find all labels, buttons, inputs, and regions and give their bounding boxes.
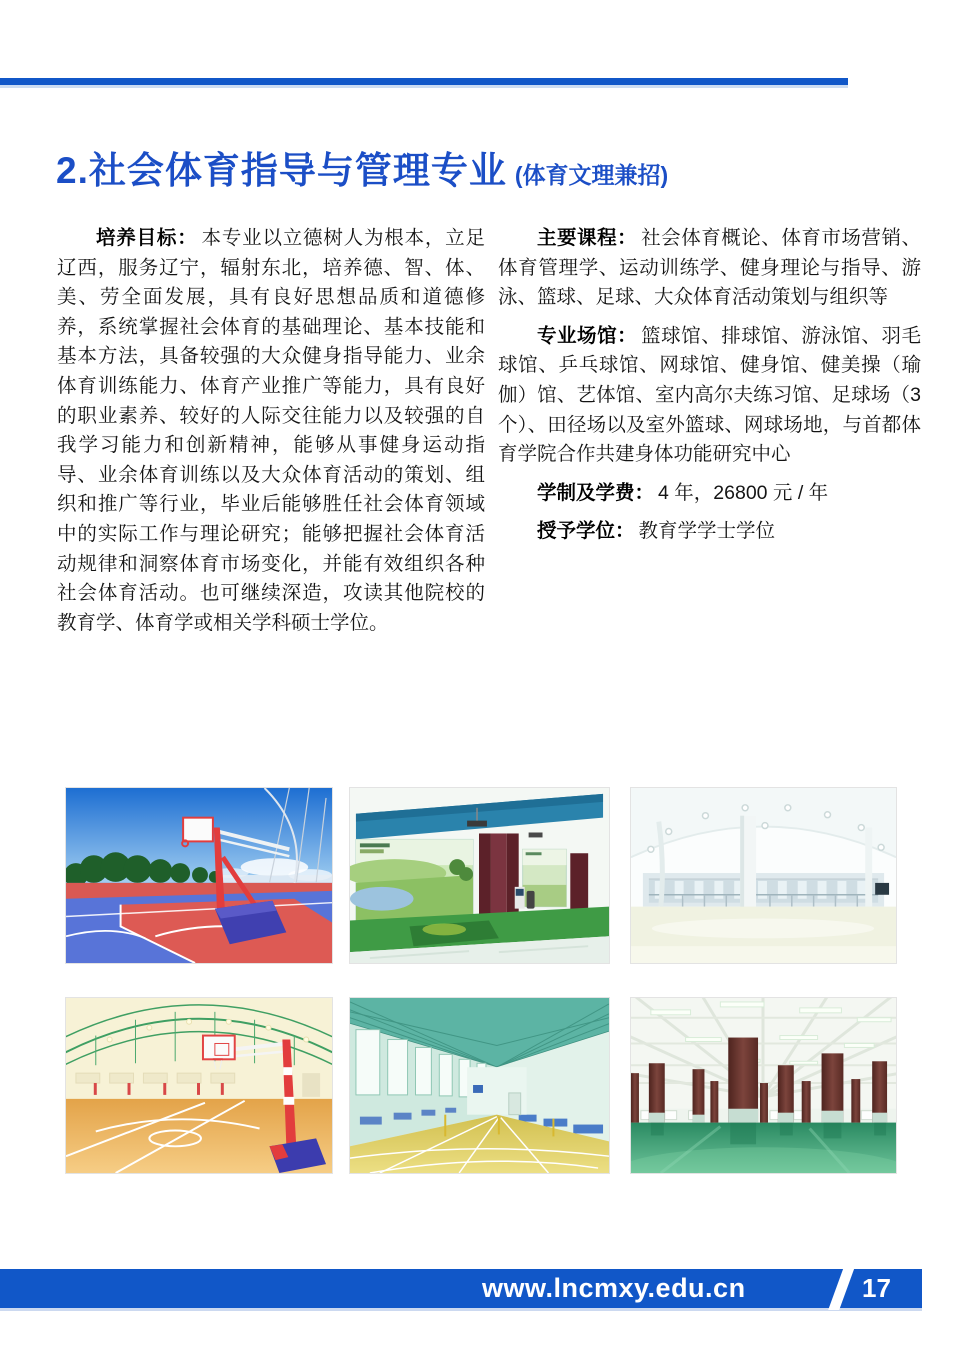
training-objectives-label: 培养目标：	[96, 227, 198, 249]
tuition-label: 学制及学费：	[537, 481, 655, 504]
major-title: 2.社会体育指导与管理专业	[56, 150, 507, 191]
footer-bar	[0, 1269, 922, 1311]
training-objectives-text: 本专业以立德树人为根本，立足辽西，服务辽宁，辐射东北，培养德、智、体、美、劳全面发展，具有良好思想品质和道德修养，系统掌握社会体育的基础理论、基本技能和基本方法，具备较强的大众健身指导能力、业余体育训练能力、体育产业推广等能力，具有良好的职业素养、较好的人际交往能力以及较强的自我学习能力和创新精神，能够从事健身运动指导、业余体育训练以及大众体育活动的策划、组织和推广等行业，毕业后能够胜任社会体育领域中的实际工作与理论研究；能够把握社会体育活动规律和洞察体育市场变化，并能有效组织各种社会体育活动。也可继续深造，攻读其他院校的教育学、体育学或相关学科硕士学位。	[57, 227, 485, 634]
main-courses-label: 主要课程：	[537, 227, 638, 249]
page-title	[56, 140, 936, 194]
main-courses-paragraph	[498, 224, 921, 313]
outdoor-basketball-courts-illustration	[66, 788, 332, 963]
photo-indoor-basketball-court	[65, 997, 333, 1174]
tuition-text: 4 年，26800 元 / 年	[658, 481, 829, 504]
training-objectives-paragraph	[57, 224, 485, 638]
footer-slash	[828, 1267, 855, 1310]
photo-outdoor-basketball-courts	[65, 787, 333, 964]
photo-indoor-golf-practice-hall	[349, 787, 610, 964]
indoor-golf-illustration	[350, 788, 609, 963]
right-column	[498, 224, 921, 638]
photo-dance-studio-hall	[630, 787, 897, 964]
degree-text: 教育学学士学位	[638, 520, 776, 543]
website-url: www.lncmxy.edu.cn	[482, 1273, 746, 1303]
degree-paragraph	[498, 517, 921, 547]
page-number: 17	[862, 1273, 891, 1303]
sports-hall-illustration	[350, 998, 609, 1173]
tuition-paragraph	[498, 479, 921, 509]
dance-studio-illustration	[631, 788, 896, 963]
venues-text: 篮球馆、排球馆、游泳馆、羽毛球馆、乒乓球馆、网球馆、健身馆、健美操（瑜伽）馆、艺体馆、室内高尔夫练习馆、足球场（3 个）、田径场以及室外篮球、网球场地，与首都体育学院合作共建身体功能研究中心	[498, 324, 921, 466]
photo-large-training-hall	[630, 997, 897, 1174]
photo-multi-court-sports-hall	[349, 997, 610, 1174]
top-rule-bar	[0, 78, 848, 88]
indoor-basketball-illustration	[66, 998, 332, 1173]
left-column	[57, 224, 485, 638]
training-hall-illustration	[631, 998, 896, 1173]
main-courses-text: 社会体育概论、体育市场营销、体育管理学、运动训练学、健身理论与指导、游泳、篮球、足球、大众体育活动策划与组织等	[498, 227, 921, 309]
major-title-suffix: (体育文理兼招)	[514, 162, 669, 188]
body-columns	[57, 224, 921, 638]
venues-paragraph	[498, 322, 921, 470]
venues-label: 专业场馆：	[537, 324, 638, 347]
degree-label: 授予学位：	[537, 520, 635, 543]
